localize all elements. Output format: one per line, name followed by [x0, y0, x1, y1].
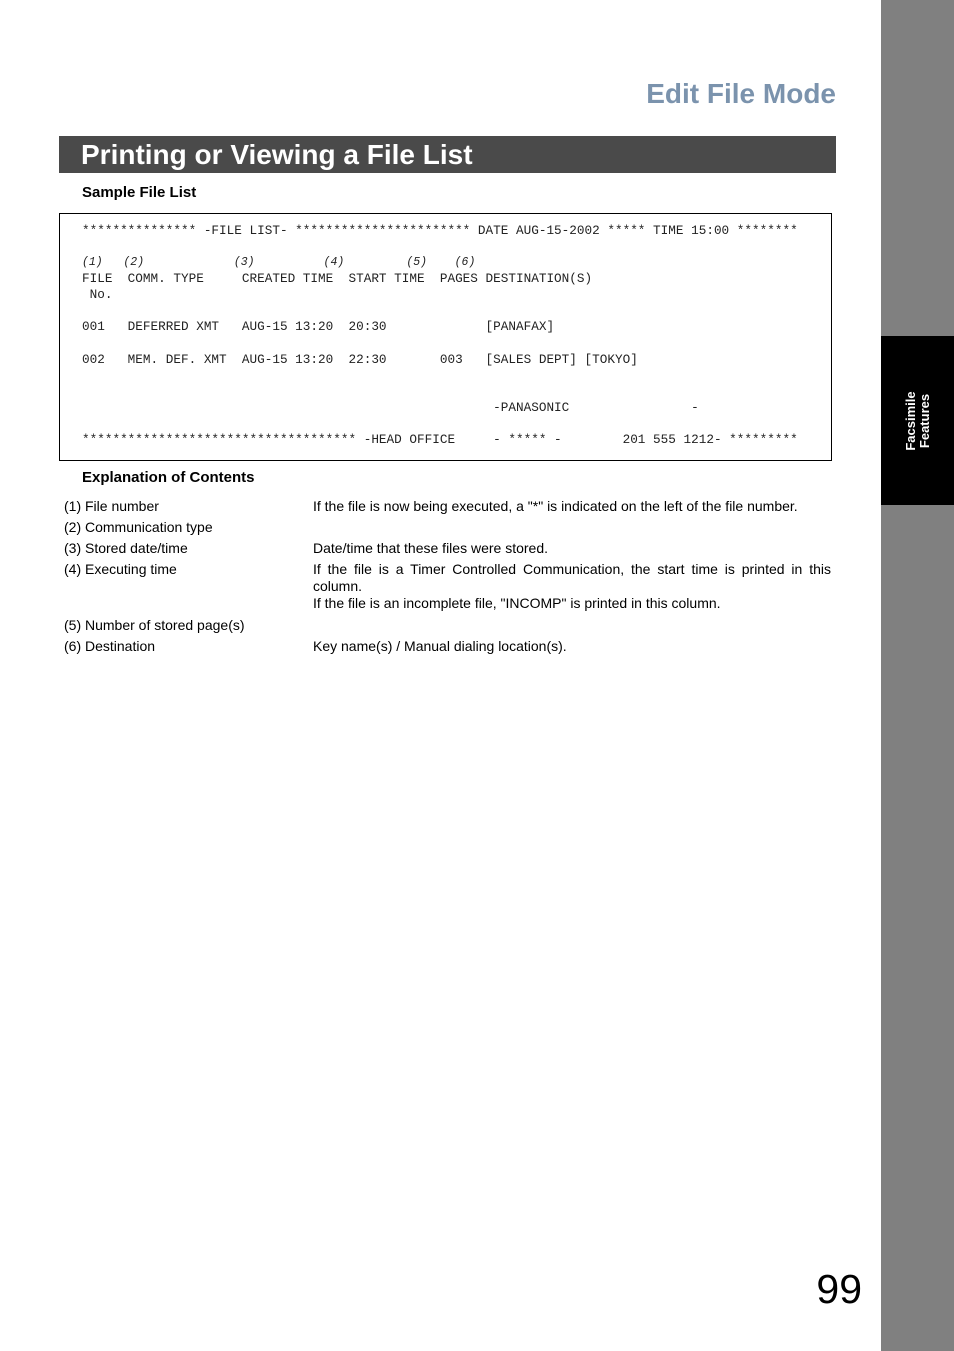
explanation-desc	[313, 638, 831, 655]
section-tab-line2: Features	[917, 393, 932, 449]
explanation-desc-line: Date/time that these files were stored.	[313, 540, 548, 556]
explanation-desc-line: If the file is a Timer Controlled Communication, the start time is printed in this column.	[313, 561, 831, 594]
explanation-term: (6) Destination	[64, 638, 156, 654]
explanation-term: (1) File number	[64, 498, 159, 514]
list-footer-line: ************************************ -HEAD OFFICE - ***** - 201 555 1212- *********	[82, 432, 798, 447]
explanation-desc	[313, 540, 831, 557]
file-row-2: 002 MEM. DEF. XMT AUG-15 13:20 22:30 003 [SALES DEPT] [TOKYO]	[82, 352, 638, 367]
sample-file-list	[59, 213, 832, 461]
explanation-term: (4) Executing time	[64, 561, 177, 577]
explanation-desc	[313, 498, 831, 515]
section-band	[59, 136, 836, 173]
explanation-term: (5) Number of stored page(s)	[64, 617, 245, 633]
explanation-term: (3) Stored date/time	[64, 540, 188, 556]
explanation-desc-line: If the file is now being executed, a "*" is indicated on the left of the file number.	[313, 498, 798, 514]
section-tab	[881, 336, 954, 505]
explanation-heading: Explanation of Contents	[82, 469, 255, 486]
side-bar	[881, 0, 954, 1351]
file-row-1: 001 DEFERRED XMT AUG-15 13:20 20:30 [PANAFAX]	[82, 319, 555, 334]
mode-title: Edit File Mode	[646, 78, 836, 109]
explanation-term: (2) Communication type	[64, 519, 213, 535]
list-header-line: *************** -FILE LIST- *********************** DATE AUG-15-2002 ***** TIME 15:00 ********	[82, 223, 798, 238]
explanation-desc	[313, 561, 831, 612]
sample-heading: Sample File List	[82, 184, 197, 201]
page-number: 99	[816, 1266, 862, 1312]
section-title: Printing or Viewing a File List	[81, 139, 473, 170]
section-tab-line1: Facsimile	[903, 391, 918, 451]
section-tab-label	[904, 391, 932, 450]
explanation-desc-line: Key name(s) / Manual dialing location(s).	[313, 638, 567, 654]
column-headers-line2: No.	[82, 287, 113, 302]
explanation-desc-line: If the file is an incomplete file, "INCOMP" is printed in this column.	[313, 595, 721, 611]
column-index-line: (1) (2) (3) (4) (5) (6)	[82, 256, 476, 269]
column-headers-line: FILE COMM. TYPE CREATED TIME START TIME PAGES DESTINATION(S)	[82, 271, 593, 286]
company-line: -PANASONIC -	[82, 400, 699, 415]
